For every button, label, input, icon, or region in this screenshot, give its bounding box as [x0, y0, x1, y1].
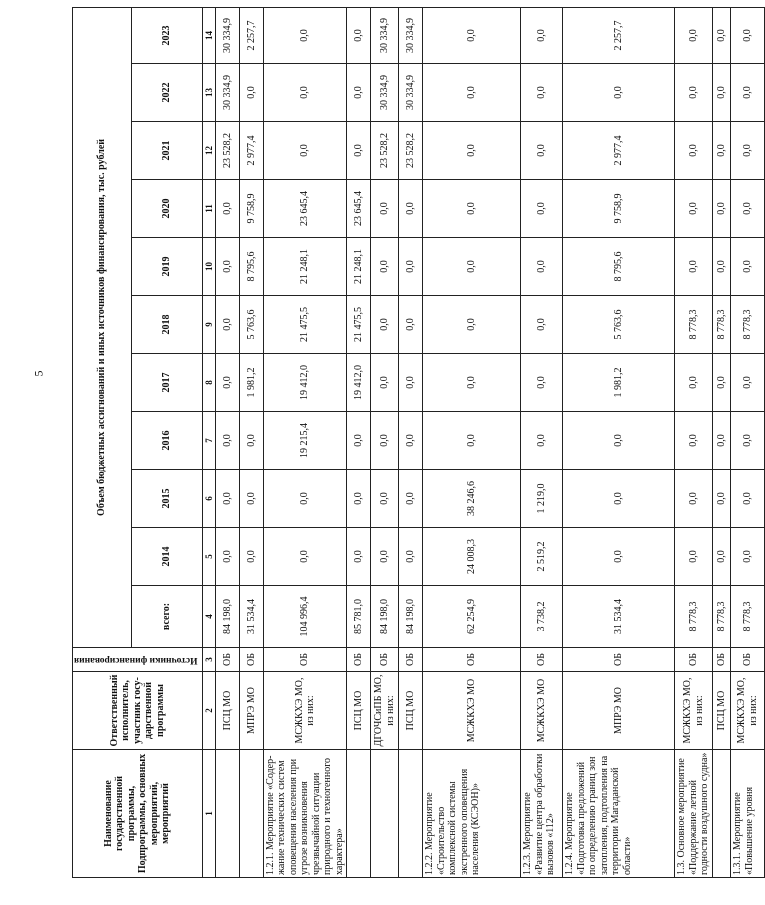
row-source: ОБ — [521, 648, 563, 672]
row-responsible: МСЖКХЭ МО, из них: — [675, 672, 713, 750]
row-year-value: 0,0 — [675, 238, 713, 296]
row-year-value: 0,0 — [215, 470, 239, 528]
row-source: ОБ — [399, 648, 423, 672]
row-year-value: 5 763,6 — [239, 296, 263, 354]
row-year-value: 0,0 — [347, 412, 371, 470]
row-year-value: 0,0 — [713, 528, 731, 586]
header-volume: Объем бюджетных ассигнований и иных источников финансирования, тыс. рублей — [73, 7, 132, 647]
row-year-value: 0,0 — [215, 412, 239, 470]
table-row — [521, 7, 563, 877]
row-year-value: 0,0 — [399, 354, 423, 412]
column-index: 11 — [202, 180, 215, 238]
row-source: ОБ — [675, 648, 713, 672]
row-year-value: 19 412,0 — [347, 354, 371, 412]
row-total: 3 738,2 — [521, 586, 563, 648]
row-year-value: 0,0 — [423, 122, 521, 180]
row-year-value: 8 778,3 — [731, 296, 765, 354]
row-source: ОБ — [239, 648, 263, 672]
row-year-value: 0,0 — [423, 64, 521, 122]
row-year-value: 0,0 — [371, 296, 399, 354]
row-year-value: 0,0 — [399, 528, 423, 586]
row-year-value: 0,0 — [731, 470, 765, 528]
header-year: 2017 — [131, 354, 202, 412]
row-year-value: 21 475,5 — [263, 296, 347, 354]
row-name — [713, 750, 731, 878]
row-source: ОБ — [263, 648, 347, 672]
row-year-value: 0,0 — [347, 528, 371, 586]
header-year: 2023 — [131, 7, 202, 63]
column-index: 2 — [202, 672, 215, 750]
page-number: 5 — [31, 370, 46, 377]
row-source: ОБ — [713, 648, 731, 672]
table-row — [399, 7, 423, 877]
row-year-value: 19 215,4 — [263, 412, 347, 470]
row-year-value: 23 528,2 — [215, 122, 239, 180]
column-index: 7 — [202, 412, 215, 470]
header-year: 2021 — [131, 122, 202, 180]
row-year-value: 0,0 — [731, 7, 765, 63]
row-year-value: 0,0 — [423, 7, 521, 63]
column-index: 4 — [202, 586, 215, 648]
row-year-value: 23 645,4 — [347, 180, 371, 238]
row-year-value: 0,0 — [521, 180, 563, 238]
row-total: 85 781,0 — [347, 586, 371, 648]
header-year: 2015 — [131, 470, 202, 528]
row-year-value: 0,0 — [347, 7, 371, 63]
row-year-value: 0,0 — [731, 528, 765, 586]
column-index: 5 — [202, 528, 215, 586]
row-year-value: 0,0 — [371, 412, 399, 470]
row-year-value: 0,0 — [675, 7, 713, 63]
row-total: 84 198,0 — [399, 586, 423, 648]
table-row — [263, 7, 347, 877]
row-total: 31 534,4 — [563, 586, 675, 648]
row-responsible: МПРЭ МО — [563, 672, 675, 750]
column-index: 14 — [202, 7, 215, 63]
row-year-value: 0,0 — [239, 528, 263, 586]
row-year-value: 21 248,1 — [263, 238, 347, 296]
row-name — [215, 750, 239, 878]
row-year-value: 9 758,9 — [239, 180, 263, 238]
row-year-value: 0,0 — [563, 528, 675, 586]
row-responsible: ПСЦ МО — [347, 672, 371, 750]
column-index: 9 — [202, 296, 215, 354]
header-name: Наименование государственной программы, Подпрограммы, основных мероприятий, мероприятий — [73, 750, 203, 878]
row-year-value: 0,0 — [347, 64, 371, 122]
row-source: ОБ — [563, 648, 675, 672]
row-year-value: 0,0 — [713, 180, 731, 238]
row-year-value: 0,0 — [675, 470, 713, 528]
row-year-value: 23 528,2 — [399, 122, 423, 180]
row-year-value: 0,0 — [731, 238, 765, 296]
row-name: 1.2.4. Мероприятие «Подготовка предложений по определению границ зон затопления, подтопления на территории Магаданской области» — [563, 750, 675, 878]
row-year-value: 0,0 — [371, 470, 399, 528]
row-year-value: 9 758,9 — [563, 180, 675, 238]
row-year-value: 30 334,9 — [215, 64, 239, 122]
row-name: 1.2.1. Мероприятие «Содер-жание технических систем оповещения населения при угрозе возникновения чрезвычайной ситуации природного и техногенного характера» — [263, 750, 347, 878]
row-year-value: 0,0 — [347, 122, 371, 180]
row-year-value: 23 645,4 — [263, 180, 347, 238]
header-year: 2022 — [131, 64, 202, 122]
row-responsible: МПРЭ МО — [239, 672, 263, 750]
header-responsible: Ответственный исполнитель, участник госу-дарственной программы — [73, 672, 203, 750]
table-row — [563, 7, 675, 877]
row-year-value: 0,0 — [423, 180, 521, 238]
row-responsible: МСЖКХЭ МО — [423, 672, 521, 750]
column-index: 8 — [202, 354, 215, 412]
row-year-value: 8 778,3 — [675, 296, 713, 354]
row-source: ОБ — [371, 648, 399, 672]
row-year-value: 2 519,2 — [521, 528, 563, 586]
row-name — [399, 750, 423, 878]
row-year-value: 0,0 — [239, 412, 263, 470]
row-year-value: 0,0 — [675, 354, 713, 412]
row-year-value: 0,0 — [731, 412, 765, 470]
row-year-value: 0,0 — [399, 470, 423, 528]
header-year: 2020 — [131, 180, 202, 238]
row-year-value: 0,0 — [239, 64, 263, 122]
row-name: 1.3.1. Мероприятие «Повышение уровня — [731, 750, 765, 878]
row-year-value: 0,0 — [563, 470, 675, 528]
row-year-value: 0,0 — [263, 64, 347, 122]
row-year-value: 0,0 — [399, 180, 423, 238]
row-year-value: 8 778,3 — [713, 296, 731, 354]
row-year-value: 0,0 — [371, 528, 399, 586]
row-year-value: 21 248,1 — [347, 238, 371, 296]
table-row — [423, 7, 521, 877]
row-year-value: 0,0 — [423, 296, 521, 354]
row-year-value: 0,0 — [713, 7, 731, 63]
row-year-value: 0,0 — [521, 122, 563, 180]
column-index: 3 — [202, 648, 215, 672]
row-year-value: 0,0 — [675, 528, 713, 586]
row-year-value: 0,0 — [675, 122, 713, 180]
rotated-table-wrapper — [72, 8, 759, 878]
row-total: 8 778,3 — [713, 586, 731, 648]
table-row — [731, 7, 765, 877]
row-responsible: ПСЦ МО — [713, 672, 731, 750]
row-year-value: 0,0 — [347, 470, 371, 528]
row-year-value: 1 981,2 — [239, 354, 263, 412]
row-source: ОБ — [347, 648, 371, 672]
row-name — [239, 750, 263, 878]
row-year-value: 8 795,6 — [239, 238, 263, 296]
table-row — [713, 7, 731, 877]
row-year-value: 0,0 — [371, 238, 399, 296]
row-year-value: 0,0 — [371, 354, 399, 412]
table-row — [675, 7, 713, 877]
row-responsible: МСЖКХЭ МО — [521, 672, 563, 750]
row-source: ОБ — [731, 648, 765, 672]
row-year-value: 0,0 — [675, 412, 713, 470]
row-year-value: 30 334,9 — [399, 7, 423, 63]
row-year-value: 0,0 — [263, 122, 347, 180]
row-year-value: 0,0 — [521, 296, 563, 354]
column-index: 13 — [202, 64, 215, 122]
row-year-value: 19 412,0 — [263, 354, 347, 412]
row-total: 62 254,9 — [423, 586, 521, 648]
row-year-value: 2 257,7 — [239, 7, 263, 63]
table-row — [239, 7, 263, 877]
row-year-value: 0,0 — [423, 354, 521, 412]
row-year-value: 1 219,0 — [521, 470, 563, 528]
header-source — [73, 648, 203, 672]
row-name: 1.2.2. Мероприятие «Строительство комплексной системы экстренного оповещения населения (КСЭОН)» — [423, 750, 521, 878]
row-year-value: 2 257,7 — [563, 7, 675, 63]
header-year: 2014 — [131, 528, 202, 586]
row-year-value: 0,0 — [399, 412, 423, 470]
row-year-value: 30 334,9 — [399, 64, 423, 122]
row-year-value: 0,0 — [713, 412, 731, 470]
row-year-value: 0,0 — [731, 122, 765, 180]
financing-table — [72, 7, 765, 878]
row-total: 104 996,4 — [263, 586, 347, 648]
row-year-value: 8 795,6 — [563, 238, 675, 296]
row-year-value: 0,0 — [423, 412, 521, 470]
table-row — [215, 7, 239, 877]
row-responsible: ПСЦ МО — [215, 672, 239, 750]
column-index: 12 — [202, 122, 215, 180]
row-total: 31 534,4 — [239, 586, 263, 648]
row-responsible: ПСЦ МО — [399, 672, 423, 750]
row-year-value: 0,0 — [263, 470, 347, 528]
row-year-value: 0,0 — [675, 64, 713, 122]
row-year-value: 0,0 — [263, 7, 347, 63]
row-year-value: 0,0 — [263, 528, 347, 586]
row-year-value: 5 763,6 — [563, 296, 675, 354]
row-year-value: 0,0 — [713, 122, 731, 180]
row-name: 1.2.3. Мероприятие «Развитие центра обработки вызовов «112» — [521, 750, 563, 878]
row-source: ОБ — [423, 648, 521, 672]
row-year-value: 0,0 — [521, 412, 563, 470]
row-year-value: 1 981,2 — [563, 354, 675, 412]
row-year-value: 0,0 — [731, 354, 765, 412]
row-year-value: 0,0 — [563, 64, 675, 122]
row-year-value: 0,0 — [713, 238, 731, 296]
row-year-value: 0,0 — [521, 64, 563, 122]
row-year-value: 2 977,4 — [239, 122, 263, 180]
row-year-value: 38 246,6 — [423, 470, 521, 528]
row-year-value: 0,0 — [215, 238, 239, 296]
row-name: 1.3. Основное мероприятие «Поддержание летной годности воздушного судна» — [675, 750, 713, 878]
row-responsible: МСЖКХЭ МО, из них: — [263, 672, 347, 750]
column-index: 10 — [202, 238, 215, 296]
header-year: 2018 — [131, 296, 202, 354]
row-year-value: 0,0 — [521, 7, 563, 63]
row-year-value: 0,0 — [713, 64, 731, 122]
row-year-value: 0,0 — [399, 238, 423, 296]
header-source-text: Источники финансирования — [74, 654, 198, 665]
row-year-value: 0,0 — [731, 64, 765, 122]
header-year: 2016 — [131, 412, 202, 470]
row-year-value: 0,0 — [713, 470, 731, 528]
row-year-value: 0,0 — [239, 470, 263, 528]
row-year-value: 0,0 — [215, 354, 239, 412]
row-year-value: 0,0 — [713, 354, 731, 412]
row-year-value: 0,0 — [215, 180, 239, 238]
row-year-value: 21 475,5 — [347, 296, 371, 354]
row-year-value: 0,0 — [399, 296, 423, 354]
row-total: 84 198,0 — [215, 586, 239, 648]
row-total: 84 198,0 — [371, 586, 399, 648]
column-index: 1 — [202, 750, 215, 878]
header-year: 2019 — [131, 238, 202, 296]
row-year-value: 23 528,2 — [371, 122, 399, 180]
table-row — [347, 7, 371, 877]
row-total: 8 778,3 — [675, 586, 713, 648]
row-source: ОБ — [215, 648, 239, 672]
row-year-value: 0,0 — [521, 354, 563, 412]
header-total: всего: — [131, 586, 202, 648]
row-year-value: 0,0 — [731, 180, 765, 238]
row-year-value: 0,0 — [521, 238, 563, 296]
table-row — [371, 7, 399, 877]
row-name — [347, 750, 371, 878]
row-responsible: МСЖКХЭ МО, из них: — [731, 672, 765, 750]
column-index-row — [202, 7, 215, 877]
row-total: 8 778,3 — [731, 586, 765, 648]
row-year-value: 0,0 — [371, 180, 399, 238]
row-name — [371, 750, 399, 878]
row-responsible: ДГОЧСиПБ МО, из них: — [371, 672, 399, 750]
row-year-value: 30 334,9 — [371, 64, 399, 122]
row-year-value: 0,0 — [215, 296, 239, 354]
row-year-value: 0,0 — [563, 412, 675, 470]
row-year-value: 0,0 — [675, 180, 713, 238]
row-year-value: 0,0 — [423, 238, 521, 296]
row-year-value: 30 334,9 — [371, 7, 399, 63]
row-year-value: 0,0 — [215, 528, 239, 586]
row-year-value: 2 977,4 — [563, 122, 675, 180]
row-year-value: 24 008,3 — [423, 528, 521, 586]
column-index: 6 — [202, 470, 215, 528]
table-body — [215, 7, 765, 877]
row-year-value: 30 334,9 — [215, 7, 239, 63]
